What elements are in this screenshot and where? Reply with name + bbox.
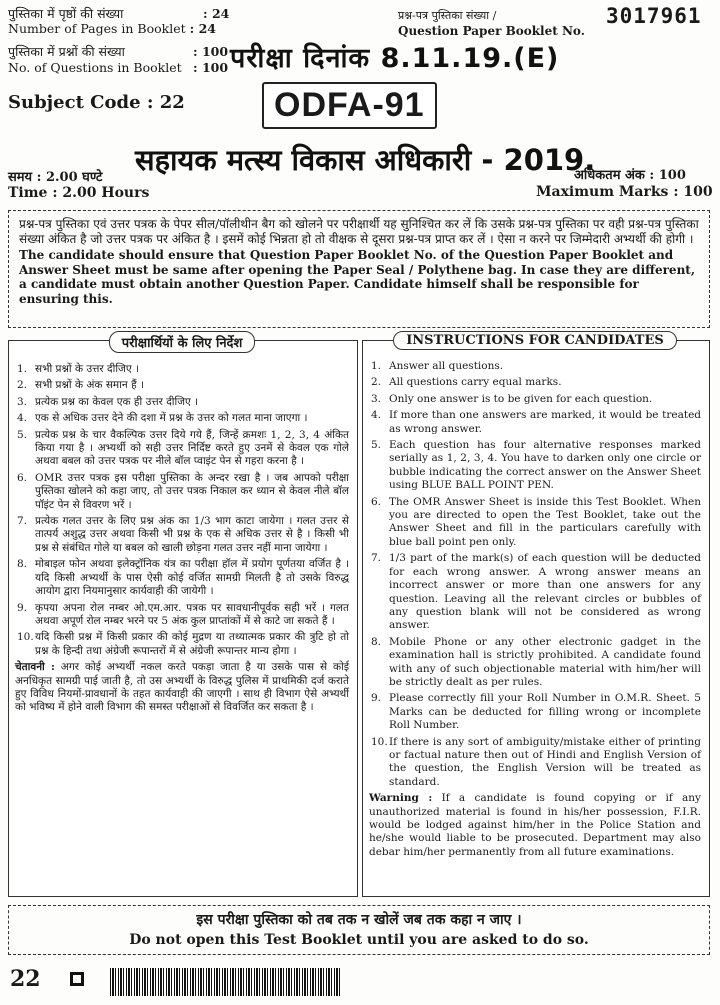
instruction-english-item-text: If more than one answers are marked, it would be treated as wrong answer. bbox=[389, 409, 701, 435]
instruction-hindi-item-number: 4. bbox=[17, 412, 28, 425]
pages-hi bbox=[8, 6, 230, 21]
do-not-open-english: Do not open this Test Booklet until you are asked to do so. bbox=[129, 932, 589, 948]
instruction-hindi-item-text: प्रत्येक गलत उत्तर के लिए प्रश्न अंक का 1/3 भाग काटा जायेगा । गलत उत्तर से तात्पर्य अशुद्ध उत्तर अथवा किसी भी प्रश्न के एक से अधिक उत्तर से है । किसी भी प्रश्न से संबंधित गोले या बबल को खाली छोड़ना गलत उत्तर नहीं माना जायेगा । bbox=[35, 515, 349, 554]
instruction-hindi-item-text: एक से अधिक उत्तर देने की दशा में प्रश्न के उत्तर को गलत माना जाएगा । bbox=[35, 412, 308, 425]
instruction-english-item-number: 2. bbox=[371, 376, 382, 389]
pages-hi-label: पुस्तिका में पृष्ठों की संख्या bbox=[8, 6, 124, 21]
instruction-hindi-item-number: 10. bbox=[17, 631, 34, 644]
instructions-english-title: INSTRUCTIONS FOR CANDIDATES bbox=[369, 331, 701, 350]
instruction-english-item-text: Please correctly fill your Roll Number in O.M.R. Sheet. 5 Marks can be deducted for filling wrong or incomplete Roll Number. bbox=[389, 692, 701, 732]
instruction-english-item bbox=[369, 409, 701, 436]
instruction-hindi-item bbox=[15, 602, 349, 629]
instruction-english-item-text: If there is any sort of ambiguity/mistake either of printing or factual nature then out of Hindi and English Version of the question, the English Version will be treated as standard. bbox=[389, 735, 701, 788]
max-marks-hi: अधिकतम अंक : 100 bbox=[574, 168, 686, 183]
instruction-english-item-text: Each question has four alternative responses marked serially as 1, 2, 3, 4. You have to darken only one circle or bubble indicating the correct answer on the Answer Sheet using BLUE BALL POINT PEN. bbox=[389, 439, 701, 492]
instruction-hindi-item-text: कृपया अपना रोल नम्बर ओ.एम.आर. पत्रक पर सावधानीपूर्वक सही भरें । गलत अथवा अपूर्ण रोल नम्बर भरने पर 5 अंक कुल प्राप्तांकों में से काटे जा सकते हैं । bbox=[35, 601, 349, 627]
instruction-english-item bbox=[369, 636, 701, 690]
pages-en-value: : 24 bbox=[189, 21, 217, 36]
instruction-hindi-item-text: सभी प्रश्नों के उत्तर दीजिए । bbox=[35, 363, 139, 375]
time-hi: समय : 2.00 घण्टे bbox=[8, 170, 103, 185]
instruction-hindi-item-text: सभी प्रश्नों के अंक समान हैं । bbox=[35, 379, 144, 392]
questions-hi-value: : 100 bbox=[193, 44, 229, 59]
instruction-english-item-number: 7. bbox=[371, 552, 382, 565]
instruction-hindi-item bbox=[15, 429, 349, 469]
instructions-hindi-title: परीक्षार्थियों के लिए निर्देश bbox=[15, 331, 349, 353]
instruction-english-item-text: Only one answer is to be given for each question. bbox=[389, 392, 653, 405]
instruction-hindi-item-number: 1. bbox=[17, 363, 28, 375]
instruction-english-item-number: 1. bbox=[371, 360, 382, 372]
time-en: Time : 2.00 Hours bbox=[8, 185, 150, 201]
questions-en-value: : 100 bbox=[193, 60, 229, 75]
do-not-open-notice bbox=[8, 905, 710, 955]
instructions-hindi-list bbox=[15, 363, 349, 658]
instruction-hindi-item bbox=[15, 515, 349, 555]
instruction-hindi-item bbox=[15, 631, 349, 658]
pages-hi-value: : 24 bbox=[203, 6, 230, 21]
max-marks-en: Maximum Marks : 100 bbox=[536, 184, 713, 200]
instruction-english-item bbox=[369, 496, 701, 550]
instruction-hindi-item-text: OMR उत्तर पत्रक इस परीक्षा पुस्तिका के अन्दर रखा है । जब आपको परीक्षा पुस्तिका खोलने को कहा जाए, तो उत्तर पत्रक निकाल कर ध्यान से केवल नीले बॉल पॉइंट पेन से विवरण भरें । bbox=[35, 471, 349, 511]
barcode-icon bbox=[110, 968, 340, 996]
instruction-english-item-text: Mobile Phone or any other electronic gadget in the examination hall is strictly prohibited. A candidate found with any of such objectionable material with him/her will be strictly dealt as per rules. bbox=[389, 635, 701, 688]
instruction-english-item-text: The OMR Answer Sheet is inside this Test Booklet. When you are directed to open the Test Booklet, take out the Answer Sheet and fill in the particulars carefully with blue ball point pen only. bbox=[389, 495, 701, 548]
warning-hindi-text: अगर कोई अभ्यर्थी नकल करते पकड़ा जाता है या उसके पास से कोई अनधिकृत सामग्री पाई जाती है, तो उस अभ्यर्थी के विरुद्ध पुलिस में प्राथमिकी दर्ज कराते हुए विविध नियमों-प्रावधानों के तहत कार्यवाही की जाएगी । साथ ही विभाग ऐसे अभ्यर्थी को भविष्य में होने वाली विभाग की समस्त परीक्षाओं से विवर्जित कर सकता है । bbox=[15, 661, 349, 714]
paper-code-box: ODFA-91 bbox=[262, 82, 437, 129]
instruction-hindi-item bbox=[15, 472, 349, 512]
instruction-english-item bbox=[369, 360, 701, 373]
notice-hindi: प्रश्न-पत्र पुस्तिका एवं उत्तर पत्रक के पेपर सील/पॉलीथीन बैग को खोलने पर परीक्षार्थी यह सुनिश्चित कर लें कि उसके प्रश्न-पत्र पुस्तिका पर वही प्रश्न-पत्र पुस्तिका संख्या अंकित है जो उत्तर पत्रक पर अंकित है । इसमें कोई भिन्नता हो तो वीक्षक से दूसरा प्रश्न-पत्र प्राप्त कर लें । ऐसा न करने पर जिम्मेदारी अभ्यर्थी की होगी । bbox=[19, 217, 699, 246]
instruction-hindi-item-number: 8. bbox=[17, 558, 28, 571]
instruction-hindi-item bbox=[15, 558, 349, 598]
instruction-english-item bbox=[369, 393, 701, 406]
warning-english-text: If a candidate is found copying or if any unauthorized material is found in his/her possession, F.I.R. would be lodged against him/her in the Police Station and he/she would liable to be prosecuted. Department may also debar him/her permanently from all future examinations. bbox=[369, 792, 701, 858]
instruction-english-item-number: 3. bbox=[371, 392, 382, 405]
instruction-hindi-item-number: 3. bbox=[17, 395, 28, 408]
instruction-hindi-item-number: 2. bbox=[17, 379, 28, 392]
pages-en-label: Number of Pages in Booklet bbox=[8, 21, 186, 36]
warning-hindi-label: चेतावनी : bbox=[15, 661, 55, 674]
instruction-hindi-item-number: 9. bbox=[17, 601, 28, 614]
instruction-english-item bbox=[369, 439, 701, 493]
instructions-english-list bbox=[369, 360, 701, 789]
instruction-hindi-item-text: प्रत्येक प्रश्न के चार वैकल्पिक उत्तर दिये गये हैं, जिन्हें क्रमशः 1, 2, 3, 4 अंकित किया गया है । अभ्यर्थी को सही उत्तर निर्दिष्ट करते हुए उनमें से केवल एक गोले अथवा बबल को उत्तर पत्रक पर नीले बॉल प्वाइंट पेन से गहरा करना है । bbox=[35, 428, 349, 468]
instruction-hindi-item-number: 6. bbox=[17, 471, 28, 484]
square-mark-icon bbox=[70, 972, 84, 986]
instruction-hindi-item-text: यदि किसी प्रश्न में किसी प्रकार की कोई मुद्रण या तथ्यात्मक प्रकार की त्रुटि हो तो प्रश्न के हिन्दी तथा अंग्रेजी रूपान्तरों में से अंग्रेजी रूपान्तर मान्य होगा । bbox=[35, 631, 349, 657]
instruction-hindi-item-text: मोबाइल फोन अथवा इलेक्ट्रॉनिक यंत्र का परीक्षा हॉल में प्रयोग पूर्णतया वर्जित है । यदि किसी अभ्यर्थी के पास ऐसी कोई वर्जित सामग्री मिलती है तो उसके विरुद्ध आयोग द्वारा नियमानुसार कार्यवाही की जायेगी । bbox=[35, 558, 349, 598]
instruction-english-item-number: 8. bbox=[371, 635, 382, 648]
instruction-english-item bbox=[369, 736, 701, 790]
instruction-english-item-number: 9. bbox=[371, 692, 382, 705]
booklet-check-notice bbox=[8, 210, 710, 328]
booklet-no-hi: प्रश्न-पत्र पुस्तिका संख्या / bbox=[398, 9, 497, 22]
instruction-english-item-text: 1/3 part of the mark(s) of each question will be deducted for each wrong answer. A wrong answer means an incorrect answer or more than one answers for any question. Leaving all the relevant circles or bubbles of any question blank will not be considered as wrong answer. bbox=[389, 552, 701, 632]
questions-en bbox=[8, 60, 229, 75]
instructions-english-panel bbox=[362, 333, 710, 897]
instruction-english-item-text: All questions carry equal marks. bbox=[389, 376, 562, 389]
pages-en bbox=[8, 21, 216, 36]
instruction-hindi-item bbox=[15, 396, 349, 409]
handwritten-exam-date: परीक्षा दिनांक 8.11.19.(E) bbox=[230, 43, 560, 74]
do-not-open-hindi: इस परीक्षा पुस्तिका को तब तक न खोलें जब तक कहा न जाए । bbox=[196, 912, 522, 928]
warning-english-label: Warning : bbox=[369, 792, 433, 805]
instruction-hindi-item bbox=[15, 379, 349, 392]
instruction-english-item-number: 4. bbox=[371, 409, 382, 422]
instruction-hindi-item-number: 5. bbox=[17, 428, 28, 441]
questions-hi-label: पुस्तिका में प्रश्नों की संख्या bbox=[8, 44, 125, 59]
footer-subject-code: 22 bbox=[10, 966, 41, 992]
booklet-no-en: Question Paper Booklet No. bbox=[398, 24, 585, 38]
instruction-hindi-item-text: प्रत्येक प्रश्न का केवल एक ही उत्तर दीजिए । bbox=[35, 395, 199, 408]
notice-english: The candidate should ensure that Question Paper Booklet No. of the Question Paper Booklet and Answer Sheet must be same after opening the Paper Seal / Polythene bag. In case they are different, a candidate must obtain another Question Paper. Candidate himself shall be responsible for ensuring this. bbox=[19, 248, 696, 306]
instruction-english-item-number: 6. bbox=[371, 495, 382, 508]
warning-hindi bbox=[15, 661, 349, 715]
instructions-hindi-panel bbox=[8, 336, 358, 897]
instruction-english-item bbox=[369, 692, 701, 732]
instruction-english-item-text: Answer all questions. bbox=[389, 360, 504, 372]
serial-number: 3017961 bbox=[606, 4, 702, 28]
questions-en-label: No. of Questions in Booklet bbox=[8, 60, 182, 75]
subject-code: Subject Code : 22 bbox=[8, 92, 185, 113]
questions-hi bbox=[8, 44, 229, 59]
instruction-english-item-number: 10. bbox=[371, 735, 388, 748]
warning-english bbox=[369, 792, 701, 859]
instruction-english-item bbox=[369, 376, 701, 389]
instruction-hindi-item bbox=[15, 412, 349, 425]
instruction-hindi-item bbox=[15, 363, 349, 376]
instruction-english-item-number: 5. bbox=[371, 439, 382, 452]
instruction-hindi-item-number: 7. bbox=[17, 515, 28, 528]
instruction-english-item bbox=[369, 552, 701, 632]
handwritten-exam-title: सहायक मत्स्य विकास अधिकारी - 2019. bbox=[135, 143, 596, 177]
